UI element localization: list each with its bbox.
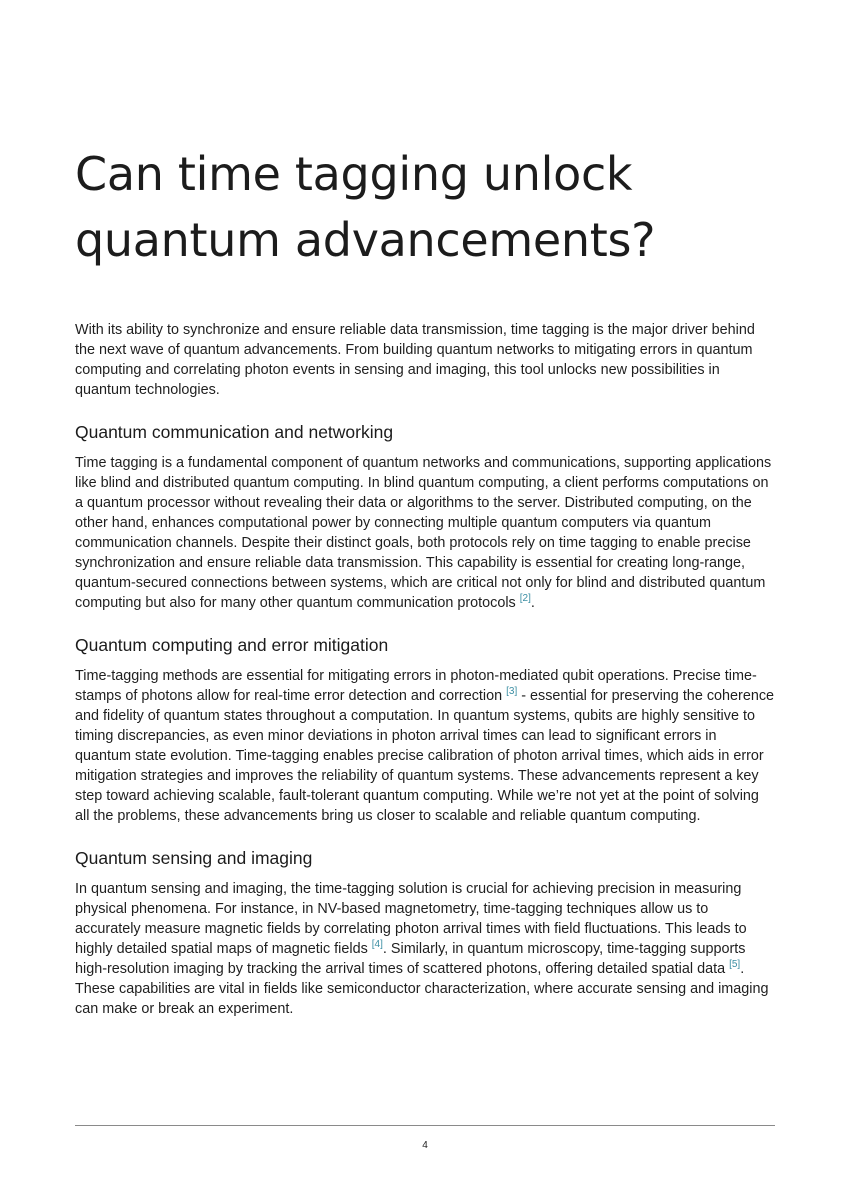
section-heading-sensing: Quantum sensing and imaging [75, 848, 313, 868]
page-title-line-2: quantum advancements? [75, 213, 656, 267]
section-paragraph-sensing [75, 879, 775, 1019]
paragraph-text: Time-tagging methods are essential for mitigating errors in photon-mediated qubit operations. Precise time-stamps of photons allow for real-time error detection and correction [75, 668, 757, 704]
intro-paragraph: With its ability to synchronize and ensure reliable data transmission, time tagging is the major driver behind the next wave of quantum advancements. From building quantum networks to mitigating errors in quantum computing and correlating photon events in sensing and imaging, this tool unlocks new possibilities in quantum technologies. [75, 322, 755, 398]
paragraph-text: In quantum sensing and imaging, the time-tagging solution is crucial for achieving precision in measuring physical phenomena. For instance, in NV-based magnetometry, time-tagging techniques allow us to accurately measure magnetic fields by correlating photon arrival times with field fluctuations. This leads to highly detailed spatial maps of magnetic fields [75, 881, 747, 957]
paragraph-text: . Similarly, in quantum microscopy, time-tagging supports high-resolution imaging by tracking the arrival times of scattered photons, offering detailed spatial data [75, 941, 746, 977]
section-paragraph-computing [75, 666, 775, 826]
paragraph-text: - essential for preserving the coherence and fidelity of quantum states throughout a computation. In quantum systems, qubits are highly sensitive to timing discrepancies, as even minor deviations in photon arrival times can lead to significant errors in quantum state evolution. Time-tagging enables precise calibration of photon arrival times, which aids in error mitigation strategies and improves the reliability of quantum systems. These advancements represent a key step toward achieving scalable, fault-tolerant quantum computing. While we’re not yet at the point of solving all the problems, these advancements bring us closer to scalable and reliable quantum computing. [75, 688, 775, 824]
paragraph-text: . These capabilities are vital in fields like semiconductor characterization, where accurate sensing and imaging can make or break an experiment. [75, 961, 769, 1017]
paragraph-text: . [530, 595, 535, 611]
citation-link-4[interactable]: [4] [371, 939, 383, 951]
section-paragraph-communication [75, 453, 775, 613]
footer-divider [75, 1125, 775, 1126]
citation-link-5[interactable]: [5] [729, 959, 741, 971]
section-heading-communication: Quantum communication and networking [75, 422, 394, 442]
page-title-line-1: Can time tagging unlock [75, 147, 633, 201]
citation-link-3[interactable]: [3] [506, 686, 518, 698]
section-heading-computing: Quantum computing and error mitigation [75, 635, 389, 655]
citation-link-2[interactable]: [2] [519, 593, 531, 605]
paragraph-text: Time tagging is a fundamental component of quantum networks and communications, supporting applications like blind and distributed quantum computing. In blind quantum computing, a client performs computations on a quantum processor without revealing their data or algorithms to the server. Distributed computing, on the other hand, enhances computational power by connecting multiple quantum computers via quantum communication channels. Despite their distinct goals, both protocols rely on time tagging to enable precise synchronization and ensure reliable data transmission. This capability is essential for creating long-range, quantum-secured connections between systems, which are critical not only for blind and distributed quantum computing but also for many other quantum communication protocols [75, 455, 772, 611]
article-body [75, 320, 775, 1019]
page-number: 4 [422, 1140, 428, 1151]
page-title [75, 141, 775, 273]
